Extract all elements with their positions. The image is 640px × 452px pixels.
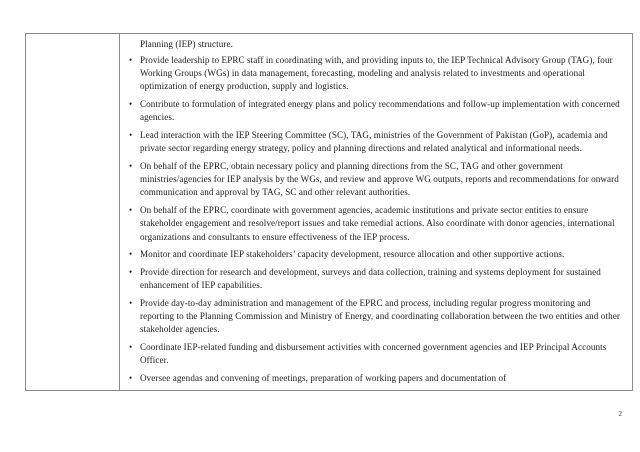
list-item-text: Provide day-to-day administration and management of the EPRC and process, including regular progress monitoring and reporting to the Planning Commission and Ministry of Energy, and coordinating collaboration between the two entities and other stakeholder agencies. <box>140 297 620 335</box>
list-item-text: On behalf of the EPRC, obtain necessary policy and planning directions from the SC, TAG and other government ministries/agencies for IEP analysis by the WGs, and review and approve WG outputs, reports and recommendations for onward communication and approval by TAG, SC and other relevant authorities. <box>140 160 619 198</box>
list-item-text: Lead interaction with the IEP Steering Committee (SC), TAG, ministries of the Government of Pakistan (GoP), academia and private sector regarding energy strategy, policy and planning directions and related analytical and informational needs. <box>140 129 608 154</box>
bullet-icon: • <box>129 204 133 215</box>
bullet-icon: • <box>129 54 133 65</box>
list-item <box>129 129 624 156</box>
bullet-icon: • <box>129 129 133 140</box>
list-item-text: Coordinate IEP-related funding and disbursement activities with concerned government agencies and IEP Principal Accounts Officer. <box>140 341 607 366</box>
list-item <box>129 160 624 200</box>
bullet-icon: • <box>129 99 133 110</box>
list-item-text: Provide leadership to EPRC staff in coordinating with, and providing inputs to, the IEP Technical Advisory Group (TAG), four Working Groups (WGs) in data management, forecasting, modeling and analysis related to investments and operational optimization of energy production, supply and logistics. <box>140 54 613 92</box>
content-table <box>25 33 633 391</box>
bullet-icon: • <box>129 249 133 260</box>
table-body <box>26 34 633 391</box>
bullet-icon: • <box>129 266 133 277</box>
list-item <box>129 297 624 337</box>
list-item-text: Oversee agendas and convening of meetings, preparation of working papers and documentation of <box>140 372 507 383</box>
bullet-icon: • <box>129 297 133 308</box>
table-cell-left-empty <box>26 34 120 391</box>
list-item-text: Provide direction for research and development, surveys and data collection, training and systems deployment for sustained enhancement of IEP capabilities. <box>140 266 601 291</box>
list-item <box>129 54 624 94</box>
list-item <box>129 204 624 244</box>
table-row <box>26 34 633 391</box>
responsibilities-list <box>129 54 624 385</box>
bullet-icon: • <box>129 341 133 352</box>
list-item <box>129 266 624 293</box>
table-cell-content <box>120 34 633 391</box>
continuation-line: Planning (IEP) structure. <box>140 39 233 49</box>
list-item-text: Monitor and coordinate IEP stakeholders’ capacity development, resource allocation and other supportive actions. <box>140 249 565 260</box>
list-item <box>129 372 624 385</box>
bullet-icon: • <box>129 160 133 171</box>
page-number: 2 <box>618 410 622 418</box>
list-item-text: On behalf of the EPRC, coordinate with government agencies, academic institutions and private sector entities to ensure stakeholder engagement and resolve/report issues and take remedial actions. Also coordinate with donor agencies, international organizations and consultants to ensure effectiveness of the IEP process. <box>140 204 615 242</box>
list-item <box>129 248 624 261</box>
list-item <box>129 98 624 125</box>
list-item-text: Contribute to formulation of integrated energy plans and policy recommendations and follow-up implementation with concerned agencies. <box>140 99 620 123</box>
bullet-icon: • <box>129 372 133 383</box>
list-item <box>129 341 624 368</box>
